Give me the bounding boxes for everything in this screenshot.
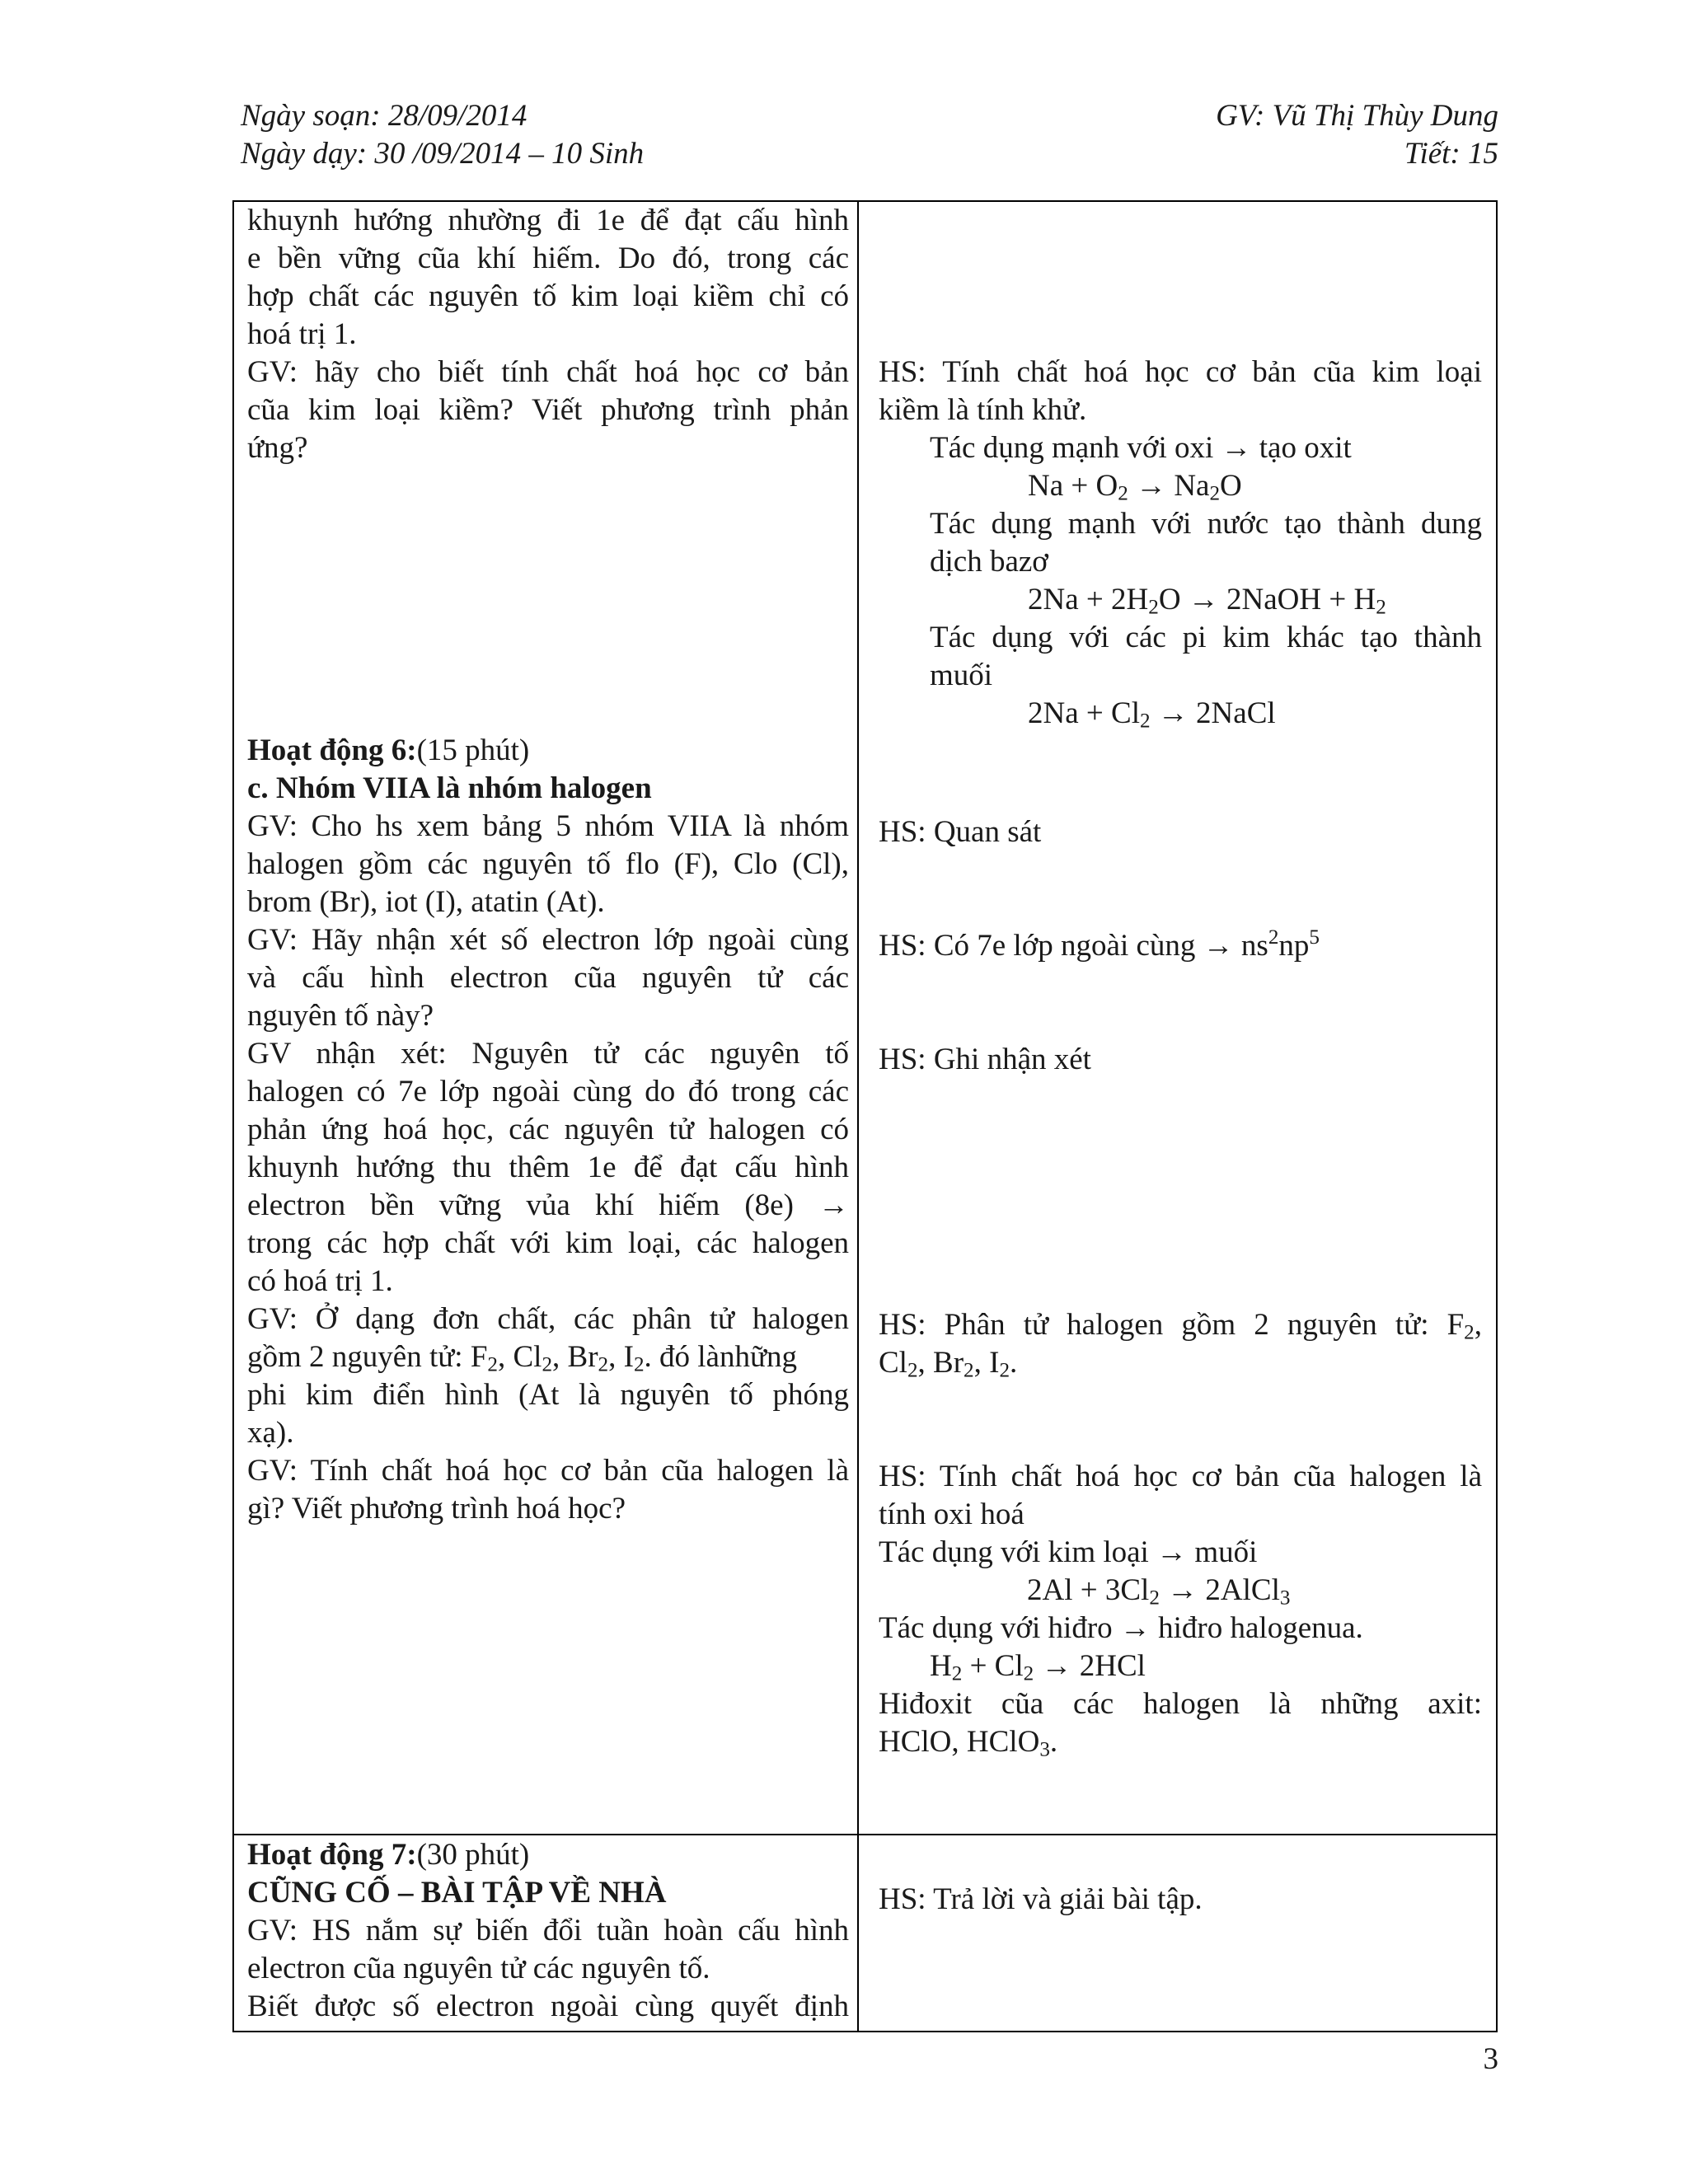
student-answer: HS: Tính chất hoá học cơ bản cũa halogen là xyxy=(879,1460,1482,1493)
student-answer: HS: Quan sát xyxy=(879,815,1042,849)
reaction-description: Tác dụng mạnh với nước tạo thành dung xyxy=(930,507,1482,541)
teacher-question: xạ). xyxy=(247,1416,294,1450)
header-right xyxy=(1216,97,1498,173)
section-c-heading: c. Nhóm VIIA là nhóm halogen xyxy=(247,771,652,805)
text-span: HS: Có 7e lớp ngoài cùng → ns xyxy=(879,929,1268,963)
teacher-question: và cấu hình electron cũa nguyên tử các xyxy=(247,961,849,995)
teacher-question: halogen gồm các nguyên tố flo (F), Clo (Cl), xyxy=(247,847,849,881)
page-number: 3 xyxy=(1483,2042,1498,2076)
teacher-question: GV: Cho hs xem bảng 5 nhóm VIIA là nhóm xyxy=(247,809,849,843)
activity-6-time: (15 phút) xyxy=(416,733,530,767)
row-divider xyxy=(232,1834,1498,1835)
teacher-question: nguyên tố này? xyxy=(247,999,434,1033)
left-text-line: hoá trị 1. xyxy=(247,317,357,351)
reaction-description: muối xyxy=(930,658,993,692)
date-prepared: Ngày soạn: 28/09/2014 xyxy=(241,99,528,133)
reaction-description: Tác dụng mạnh với oxi → tạo oxit xyxy=(930,431,1352,465)
teacher-question: GV: hãy cho biết tính chất hoá học cơ bản xyxy=(247,355,849,389)
text-span: . đó lànhững xyxy=(644,1340,798,1374)
teacher-question: brom (Br), iot (I), atatin (At). xyxy=(247,885,605,919)
activity-6-title: Hoạt động 6: xyxy=(247,733,417,767)
activity-6-heading xyxy=(247,732,529,770)
student-answer-molecules: HS: Phân tử halogen gồm 2 nguyên tử: $F_2$, xyxy=(879,1308,1482,1344)
student-answer: HS: Tính chất hoá học cơ bản cũa kim loại xyxy=(879,355,1482,389)
equation-na-cl2: $2Na + Cl_2$ → 2NaCl xyxy=(1028,696,1276,733)
activity-7-title: Hoạt động 7: xyxy=(247,1838,417,1872)
left-text-line: e bền vững cũa khí hiếm. Do đó, trong các xyxy=(247,241,849,275)
teacher-remark: electron bền vững vủa khí hiếm (8e) → xyxy=(247,1188,849,1222)
teacher-name: GV: Vũ Thị Thùy Dung xyxy=(1216,99,1498,133)
text-span: gồm 2 nguyên tử: F xyxy=(247,1340,488,1374)
text-span: HS: Phân tử halogen gồm 2 nguyên tử: F xyxy=(879,1308,1465,1342)
equation-na-h2o: $2Na + 2H_2O$ → 2NaOH + $H_2$ xyxy=(1028,583,1386,619)
teacher-question: cũa kim loại kiềm? Viết phương trình phản xyxy=(247,393,849,427)
reaction-description: dịch bazơ xyxy=(930,545,1048,579)
equation-al-cl2: $2Al + 3Cl_2$ → 2AlCl$_3$ xyxy=(1027,1573,1291,1610)
student-answer: kiềm là tính khử. xyxy=(879,393,1087,427)
period: Tiết: 15 xyxy=(1404,137,1498,171)
reaction-description: Tác dụng với các pi kim khác tạo thành xyxy=(930,621,1482,654)
acid-formulas: HClO, HClO$_3$. xyxy=(879,1725,1058,1761)
teacher-summary: electron cũa nguyên tử các nguyên tố. xyxy=(247,1952,710,1985)
student-answer: HS: Trả lời và giải bài tập. xyxy=(879,1882,1203,1916)
date-taught: Ngày dạy: 30 /09/2014 – 10 Sinh xyxy=(241,137,645,171)
teacher-remark: GV nhận xét: Nguyên tử các nguyên tố xyxy=(247,1037,849,1071)
teacher-remark: phản ứng hoá học, các nguyên tử halogen có xyxy=(247,1113,849,1146)
teacher-remark: có hoá trị 1. xyxy=(247,1264,393,1298)
teacher-remark: halogen có 7e lớp ngoài cùng do đó trong các xyxy=(247,1075,849,1108)
teacher-question: GV: Hãy nhận xét số electron lớp ngoài cùng xyxy=(247,923,849,957)
student-answer: tính oxi hoá xyxy=(879,1497,1025,1531)
activity-7-heading xyxy=(247,1836,529,1874)
reaction-description: Tác dụng với kim loại → muối xyxy=(879,1535,1258,1569)
header-left xyxy=(241,97,644,173)
equation-na-o2: $Na + O_2 \to Na_2O$ xyxy=(1028,469,1242,505)
student-answer: HS: Ghi nhận xét xyxy=(879,1043,1091,1076)
teacher-question: GV: Tính chất hoá học cơ bản cũa halogen là xyxy=(247,1454,849,1488)
teacher-question: phi kim điển hình (At là nguyên tố phóng xyxy=(247,1378,849,1412)
column-divider xyxy=(857,200,859,2032)
left-text-line: hợp chất các nguyên tố kim loại kiềm chỉ có xyxy=(247,279,849,313)
reaction-description: Hiđoxit cũa các halogen là những axit: xyxy=(879,1687,1482,1721)
teacher-question: gì? Viết phương trình hoá học? xyxy=(247,1492,626,1526)
teacher-question: GV: Ở dạng đơn chất, các phân tử halogen xyxy=(247,1302,849,1336)
equation-h2-cl2: $H_2 + Cl_2 \to 2HCl$ xyxy=(930,1649,1146,1685)
halogen-molecules-line: gồm 2 nguyên tử: $F_2$, $Cl_2$, $Br_2$, $I_2$. đó lànhững xyxy=(247,1340,798,1376)
left-text-line: khuynh hướng nhường đi 1e để đạt cấu hình xyxy=(247,204,849,237)
teacher-remark: khuynh hướng thu thêm 1e để đạt cấu hình xyxy=(247,1151,849,1184)
reaction-description: Tác dụng với hiđro → hiđro halogenua. xyxy=(879,1611,1363,1645)
teacher-question: ứng? xyxy=(247,431,308,465)
student-answer-molecules: $Cl_2$, $Br_2$, $I_2$. xyxy=(879,1346,1018,1382)
activity-7-time: (30 phút) xyxy=(416,1838,530,1872)
teacher-summary: Biết được số electron ngoài cùng quyết định xyxy=(247,1990,849,2023)
teacher-summary: GV: HS nắm sự biến đổi tuần hoàn cấu hình xyxy=(247,1914,849,1947)
teacher-remark: trong các hợp chất với kim loại, các halogen xyxy=(247,1226,849,1260)
student-answer-outer-electrons: HS: Có 7e lớp ngoài cùng → $ns^2np^5$ xyxy=(879,926,1320,963)
consolidation-heading: CŨNG CỐ – BÀI TẬP VỀ NHÀ xyxy=(247,1876,667,1910)
